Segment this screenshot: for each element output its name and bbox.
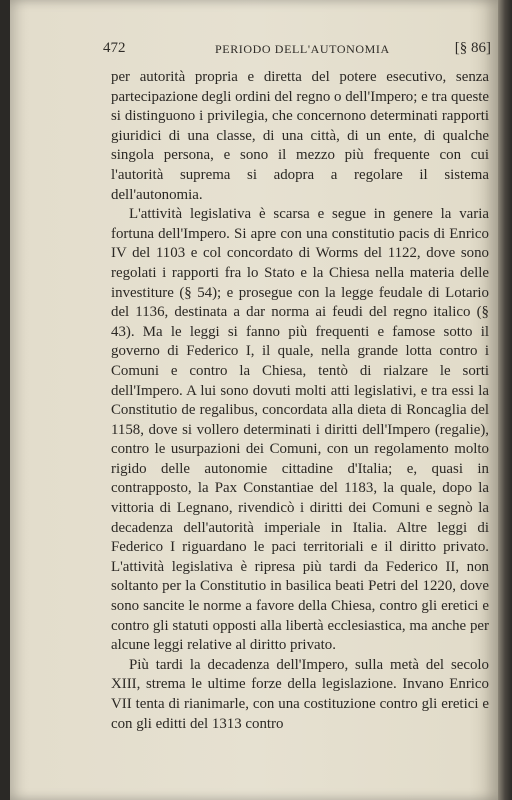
running-head: PERIODO DELL'AUTONOMIA	[215, 42, 390, 56]
body-text	[111, 68, 489, 734]
section-reference: [§ 86]	[454, 40, 491, 56]
page-edge-shadow	[498, 0, 512, 800]
paragraph-continuation: per autorità propria e diretta del potere esecutivo, senza partecipazione degli ordini del regno o dell'Impero; e tra queste si distinguono i privilegia, che concernono determinati rapporti giuridici di una classe, di una città, di un ente, di qualche singola persona, e sono il mezzo più frequente con cui l'autorità suprema si adopra a regolare il sistema dell'autonomia.	[111, 69, 489, 203]
paragraph-legislative-activity: L'attività legislativa è scarsa e segue in genere la varia fortuna dell'Impero. Si apre con una constitutio pacis di Enrico IV del 1103 e col concordato di Worms del 1122, dove sono regolati i rapporti fra lo Stato e la Chiesa nella materia delle investiture (§ 54); e prosegue con la legge feudale di Lotario del 1136, destinata a dar norma ai feudi del regno italico (§ 43). Ma le leggi si fanno più frequenti e famose sotto il governo di Federico I, il quale, nella grande lotta contro i Comuni e contro la Chiesa, tentò di rialzare le sorti dell'Impero. A lui sono dovuti molti atti legislativi, e tra essi la Constitutio de regalibus, concordata alla dieta di Roncaglia del 1158, dove si vollero determinati i diritti dell'Impero (regalie), contro le usurpazioni dei Comuni, con un regolamento molto rigido delle autonomie cittadine d'Italia; e, quasi in contrapposto, la Pax Constantiae del 1183, la quale, dopo la vittoria di Legnano, rivendicò i diritti dei Comuni e segnò la decadenza dell'autorità imperiale in Italia. Altre leggi di Federico I riguardano le paci territoriali e il diritto privato. L'attività legislativa è ripresa più tardi da Federico II, non soltanto per la Constitutio in basilica beati Petri del 1220, dove sono sancite le norme a favore della Chiesa, contro gli eretici e contro gli statuti opposti alla libertà ecclesiastica, ma anche per alcune leggi relative al diritto privato.	[111, 206, 489, 654]
paragraph-empire-decline: Più tardi la decadenza dell'Impero, sulla metà del secolo XIII, strema le ultime forze della legislazione. Invano Enrico VII tenta di rianimarle, con una costituzione contro gli eretici e con gli editti del 1313 contro	[111, 656, 489, 732]
page-number: 472	[103, 40, 126, 56]
page-header	[103, 40, 495, 62]
book-page	[10, 0, 498, 800]
